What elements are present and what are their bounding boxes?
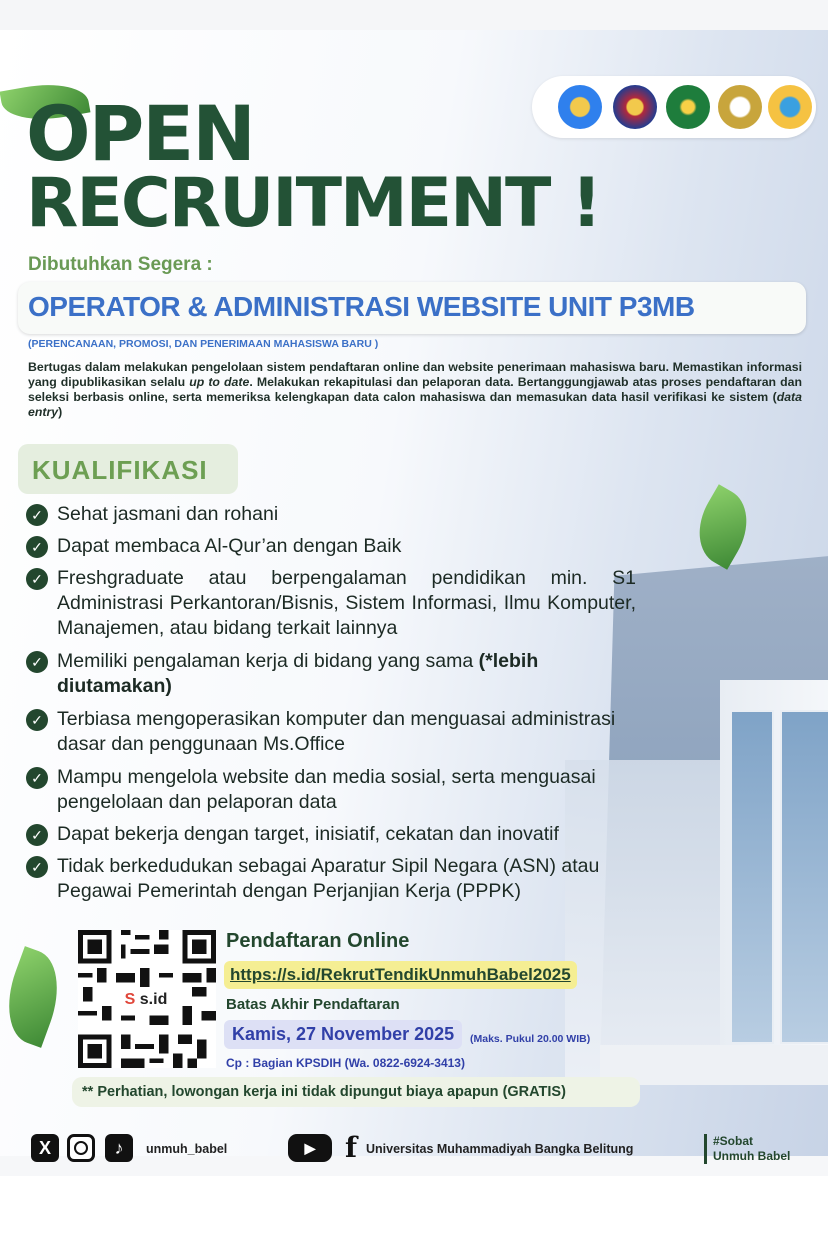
social-handle[interactable]: unmuh_babel [146,1142,228,1156]
title-open: OPEN [26,89,254,178]
qr-logo-text: s.id [139,991,168,1008]
building-window [780,710,828,1044]
registration-link[interactable]: https://s.id/RekrutTendikUnmuhBabel2025 [224,961,577,989]
qualification-text: Mampu mengelola website dan media sosial, serta menguasai pengelolaan dan pelaporan data [57,766,596,813]
tiktok-icon[interactable]: ♪ [105,1134,133,1162]
partner-logos [532,76,816,138]
building-wing [720,680,828,1075]
list-item [26,534,636,559]
facebook-icon[interactable]: f [344,1131,358,1164]
university-seal-icon [613,85,657,129]
qualification-text: Dapat bekerja dengan target, inisiatif, cekatan dan inovatif [57,823,559,845]
position-title: OPERATOR & ADMINISTRASI WEBSITE UNIT P3MB [28,291,695,322]
x-icon[interactable]: X [31,1134,59,1162]
instagram-icon[interactable] [67,1134,95,1162]
leaf-icon [0,946,72,1048]
check-icon: ✓ [26,856,48,878]
list-item [26,765,636,815]
subtitle: Dibutuhkan Segera : [28,254,213,275]
job-description [28,360,802,420]
unit-acronym: (PERENCANAAN, PROMOSI, DAN PENERIMAAN MAHASISWA BARU ) [28,338,379,350]
qualification-text: Sehat jasmani dan rohani [57,503,279,525]
building-window [730,710,774,1044]
registration-title: Pendaftaran Online [226,930,410,952]
desc-text: ) [58,405,63,419]
desc-text: Bertugas dalam melakukan pengelolaan sistem pendaftaran online dan website penerimaan mahasiswa baru. Memastikan informasi yang dipublikasikan selalu [28,360,802,389]
top-padding [0,0,828,30]
sid-logo-icon: S [124,991,140,1008]
list-item [26,566,636,641]
qualification-text: Terbiasa mengoperasikan komputer dan menguasai administrasi dasar dan penggunaan Ms.Office [57,708,616,755]
check-icon: ✓ [26,709,48,731]
youtube-icon[interactable]: ▶ [288,1134,332,1162]
check-icon: ✓ [26,536,48,558]
contact-person: Cp : Bagian KPSDIH (Wa. 0822-6924-3413) [226,1056,465,1070]
leaf-icon [684,484,762,570]
qualification-text: Memiliki pengalaman kerja di bidang yang sama [57,650,479,672]
free-notice [72,1077,640,1107]
list-item [26,707,636,757]
accreditation-badge-icon [718,85,762,129]
hashtag [704,1134,790,1164]
tut-wuri-logo-icon [558,85,602,129]
desc-emphasis: data entry [28,390,802,419]
check-icon: ✓ [26,824,48,846]
bottom-padding [0,1176,828,1236]
desc-emphasis: up to date [189,375,250,389]
qualification-text: Freshgraduate atau berpengalaman pendidikan min. S1 Administrasi Perkantoran/Bisnis, Sistem Informasi, Ilmu Komputer, Manajemen, atau bidang terkait lainnya [57,567,636,639]
title-recruitment: RECRUITMENT ! [26,164,601,243]
notice-text: ** Perhatian, lowongan kerja ini tidak dipungut biaya apapun (GRATIS) [82,1084,566,1100]
qualification-list [26,502,636,904]
qualification-heading: KUALIFIKASI [32,455,208,485]
check-icon: ✓ [26,651,48,673]
university-name: Universitas Muhammadiyah Bangka Belitung [366,1142,634,1156]
hashtag-line2: Unmuh Babel [713,1149,791,1163]
qualification-text: Dapat membaca Al-Qur’an dengan Baik [57,535,402,557]
list-item [26,854,636,904]
campus-badge-icon [768,85,812,129]
check-icon: ✓ [26,767,48,789]
qr-logo-badge [114,988,178,1012]
check-icon: ✓ [26,568,48,590]
check-icon: ✓ [26,504,48,526]
instagram-lens [74,1141,88,1155]
deadline-label: Batas Akhir Pendaftaran [226,996,400,1013]
deadline-date: Kamis, 27 November 2025 [224,1020,462,1049]
position-banner [18,282,806,334]
list-item [26,822,636,847]
desc-text: . Melakukan rekapitulasi dan pelaporan data. Bertanggungjawab atas proses pendaftaran dan seleksi berbasis online, serta memeriksa kelengkapan data calon mahasiswa dan memasukan data hasil verifikasi ke sistem ( [28,375,802,404]
muhammadiyah-logo-icon [666,85,710,129]
qualification-heading-box [18,444,238,494]
list-item [26,649,636,699]
qualification-emphasis: (*lebih diutamakan) [57,650,539,697]
list-item [26,502,636,527]
qualification-text: Tidak berkedudukan sebagai Aparatur Sipil Negara (ASN) atau Pegawai Pemerintah dengan Perjanjian Kerja (PPPK) [57,855,600,902]
deadline-time: (Maks. Pukul 20.00 WIB) [470,1033,591,1045]
hashtag-line1: #Sobat [713,1134,754,1148]
